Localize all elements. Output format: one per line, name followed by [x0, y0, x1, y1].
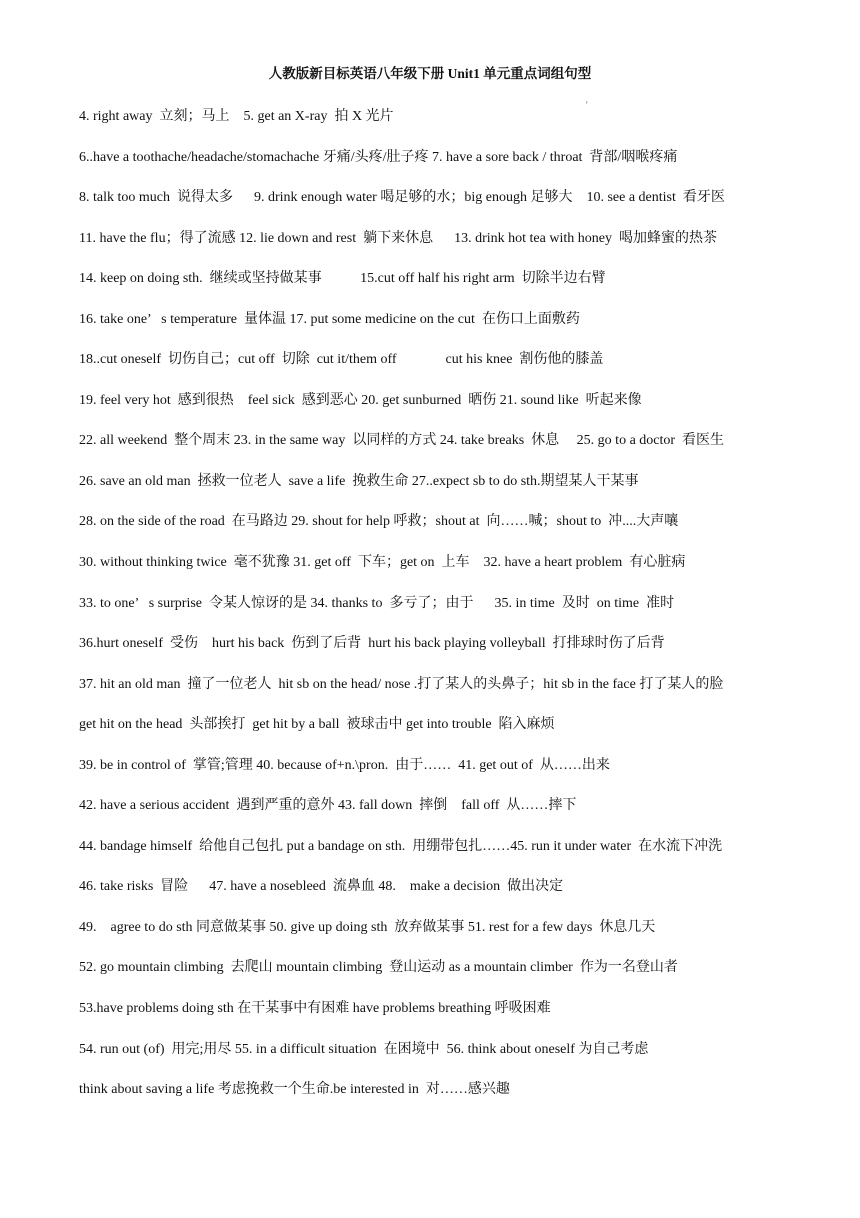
phrase-line: 53.have problems doing sth 在干某事中有困难 have problems breathing 呼吸困难	[79, 1001, 551, 1017]
phrase-line: 33. to one’ s surprise 令某人惊讶的是 34. thanks to 多亏了；由于 35. in time 及时 on time 准时	[79, 595, 675, 611]
phrase-line: 54. run out (of) 用完;用尽 55. in a difficult situation 在困境中 56. think about oneself 为自己考虑	[79, 1041, 649, 1057]
phrase-line: 37. hit an old man 撞了一位老人 hit sb on the head/ nose .打了某人的头鼻子；hit sb in the face 打了某人的脸	[79, 676, 724, 692]
phrase-line: 22. all weekend 整个周末 23. in the same way 以同样的方式 24. take breaks 休息 25. go to a doctor 看医生	[79, 433, 725, 449]
phrase-list	[79, 107, 799, 1121]
phrase-line: 52. go mountain climbing 去爬山 mountain climbing 登山运动 as a mountain climber 作为一名登山者	[79, 960, 678, 976]
phrase-line: 19. feel very hot 感到很热 feel sick 感到恶心 20. get sunburned 晒伤 21. sound like 听起来像	[79, 392, 642, 408]
phrase-line: 4. right away 立刻；马上 5. get an X-ray 拍 X 光片	[79, 109, 394, 124]
phrase-line: 46. take risks 冒险 47. have a nosebleed 流鼻血 48. make a decision 做出决定	[79, 879, 564, 895]
phrase-line: get hit on the head 头部挨打 get hit by a ball 被球击中 get into trouble 陷入麻烦	[79, 717, 555, 733]
phrase-line: 18..cut oneself 切伤自己；cut off 切除 cut it/them off cut his knee 割伤他的膝盖	[79, 352, 604, 368]
phrase-line: 11. have the flu；得了流感 12. lie down and rest 躺下来休息 13. drink hot tea with honey 喝加蜂蜜的热茶	[79, 230, 717, 246]
phrase-line: 26. save an old man 拯救一位老人 save a life 挽救生命 27..expect sb to do sth.期望某人干某事	[79, 473, 639, 489]
phrase-line: 30. without thinking twice 毫不犹豫 31. get off 下车；get on 上车 32. have a heart problem 有心脏病	[79, 555, 686, 571]
phrase-line: 42. have a serious accident 遇到严重的意外 43. fall down 摔倒 fall off 从……摔下	[79, 798, 577, 814]
phrase-line: 16. take one’ s temperature 量体温 17. put some medicine on the cut 在伤口上面敷药	[79, 311, 580, 327]
document-title: 人教版新目标英语八年级下册 Unit1 单元重点词组句型	[268, 66, 592, 81]
phrase-line: 49. agree to do sth 同意做某事 50. give up doing sth 放弃做某事 51. rest for a few days 休息几天	[79, 919, 656, 935]
phrase-line: 8. talk too much 说得太多 9. drink enough water 喝足够的水；big enough 足够大 10. see a dentist 看牙医	[79, 190, 725, 206]
phrase-line: 44. bandage himself 给他自己包扎 put a bandage on sth. 用绷带包扎……45. run it under water 在水流下冲洗	[79, 838, 723, 854]
phrase-line: 36.hurt oneself 受伤 hurt his back 伤到了后背 hurt his back playing volleyball 打排球时伤了后背	[79, 636, 665, 652]
phrase-line: 39. be in control of 掌管;管理 40. because of+n.\pron. 由于…… 41. get out of 从……出来	[79, 757, 610, 773]
phrase-line: 14. keep on doing sth. 继续或坚持做某事 15.cut off half his right arm 切除半边右臂	[79, 271, 606, 287]
phrase-line: think about saving a life 考虑挽救一个生命.be interested in 对……感兴趣	[79, 1082, 510, 1098]
phrase-line: 6..have a toothache/headache/stomachache 牙痛/头疼/肚子疼 7. have a sore back / throat 背部/咽喉疼痛	[79, 149, 678, 165]
stray-mark: '	[586, 100, 588, 110]
phrase-line: 28. on the side of the road 在马路边 29. shout for help 呼救；shout at 向……喊；shout to 冲....大声嚷	[79, 514, 679, 530]
